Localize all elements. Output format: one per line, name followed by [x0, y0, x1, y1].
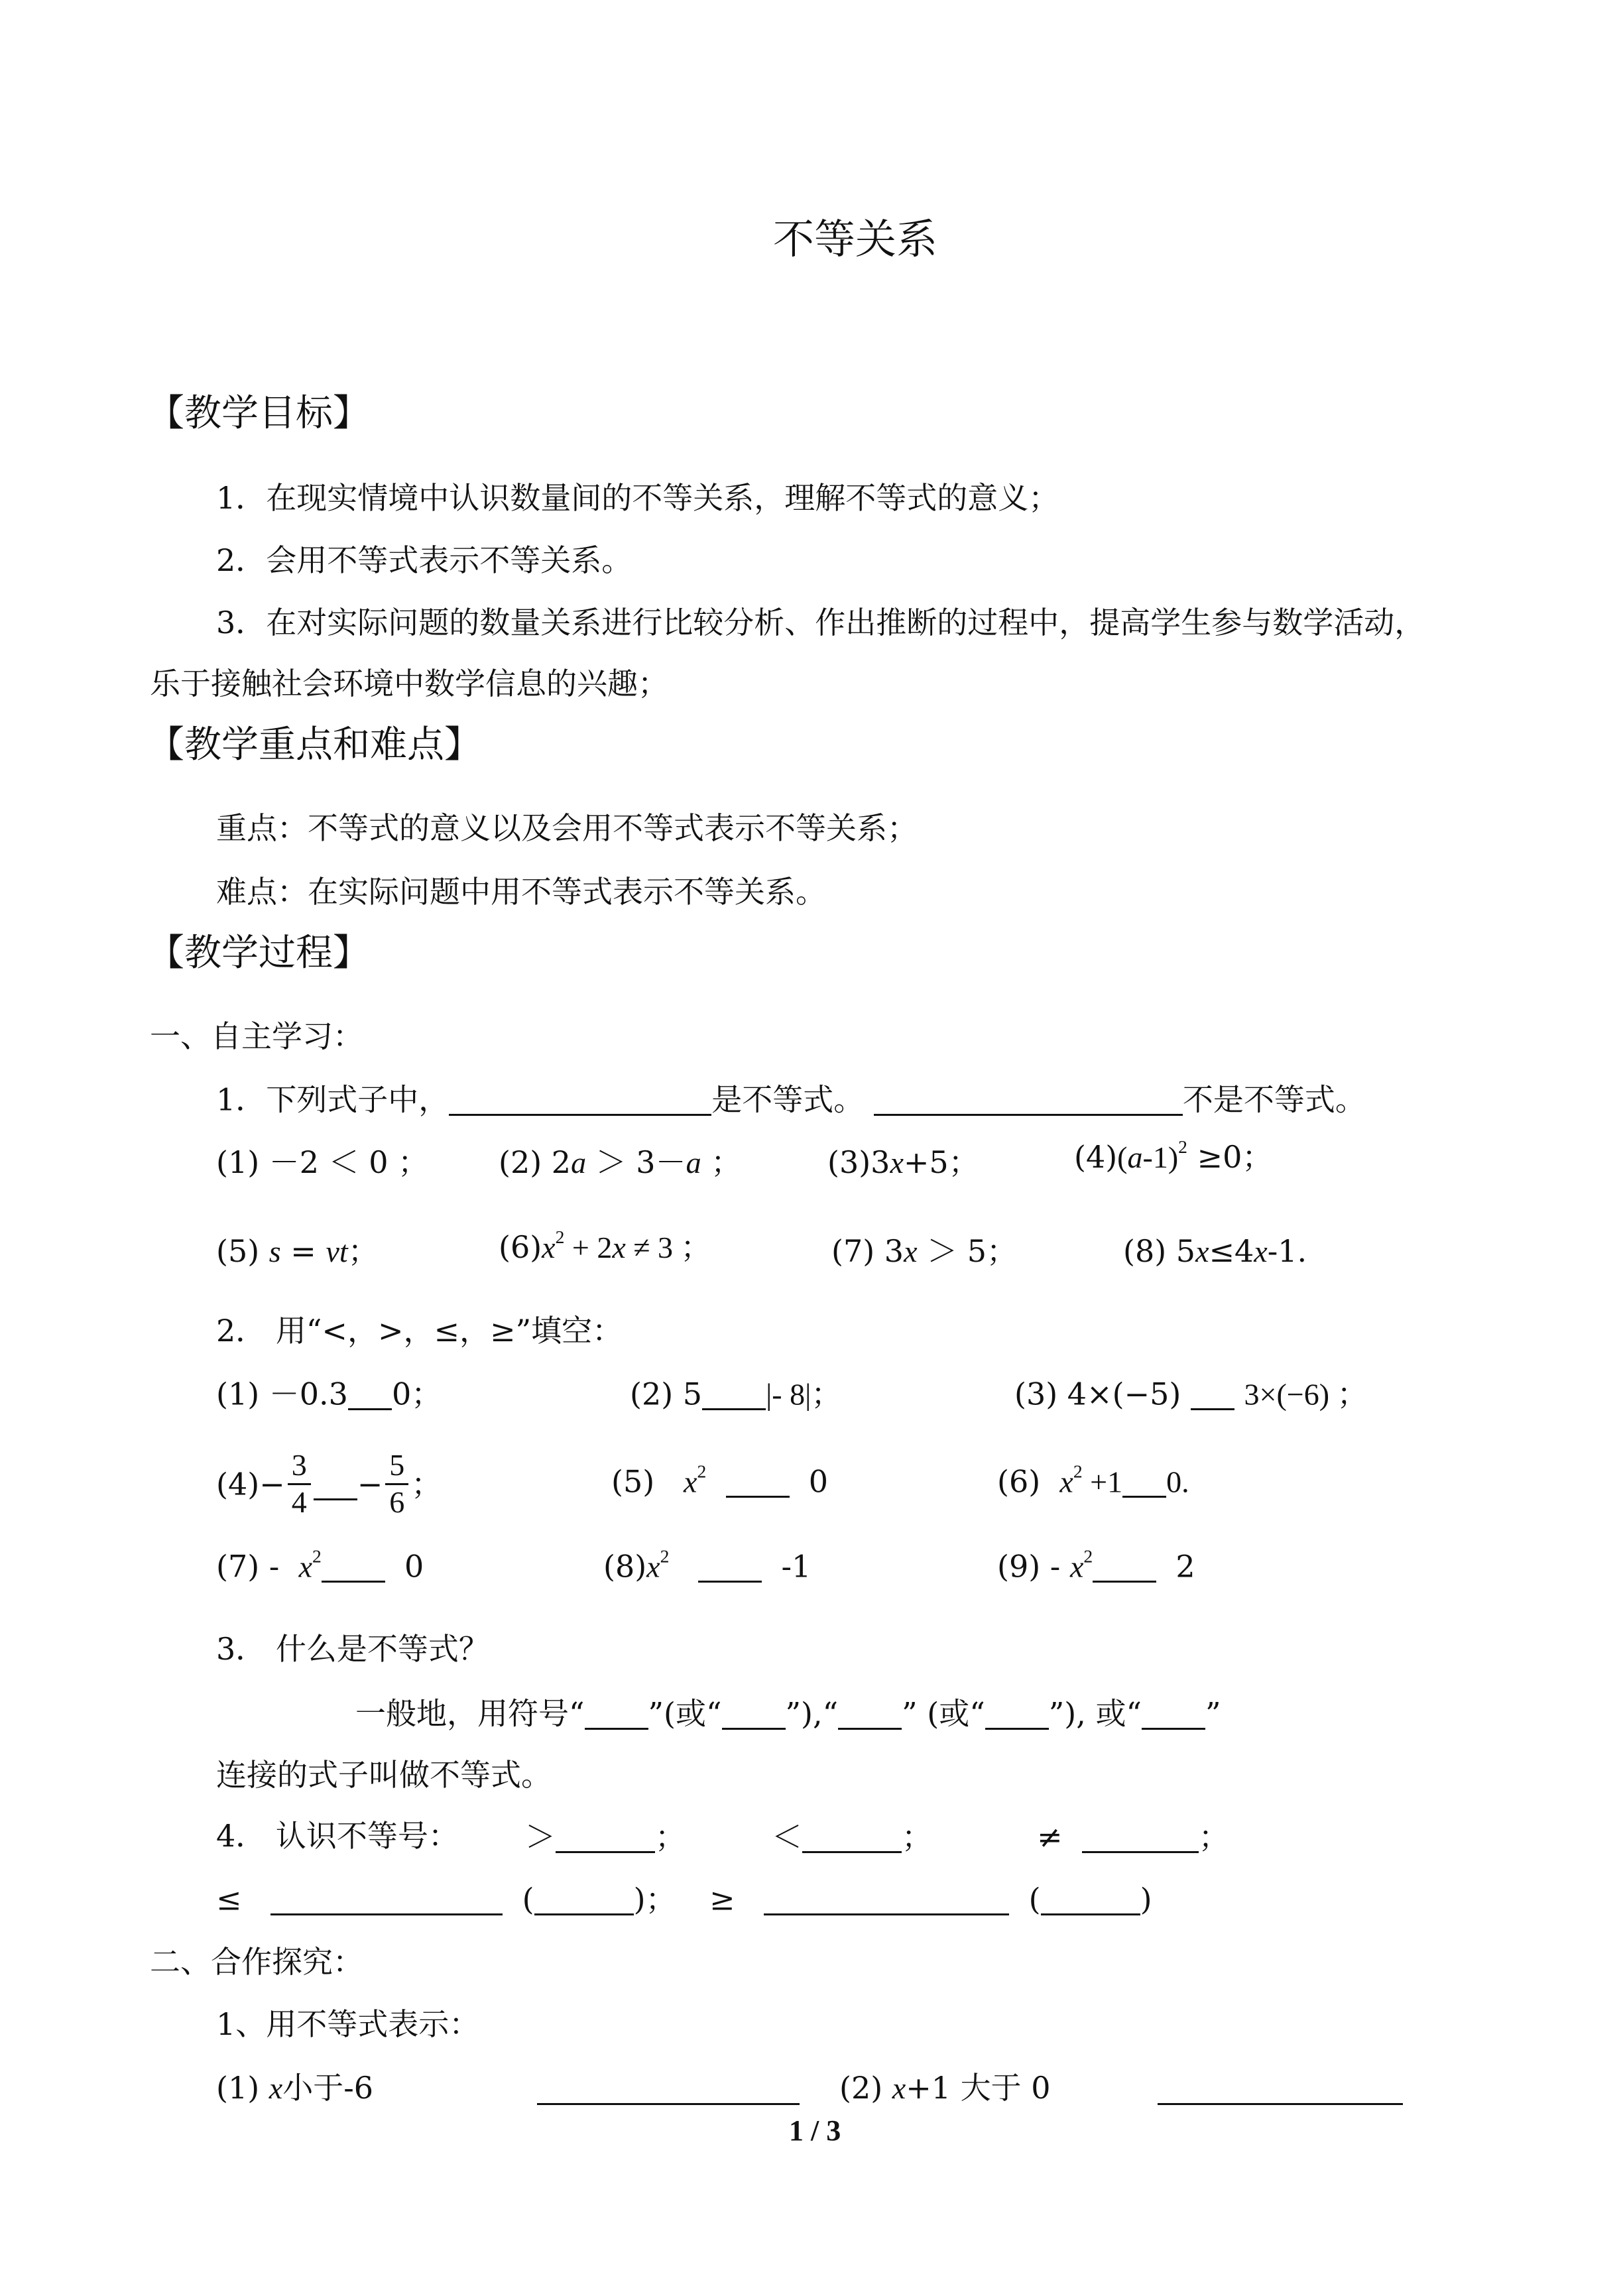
answer-blank[interactable]: [1122, 1465, 1166, 1498]
q2-item-6: (6) $x^2 +1$ 0.: [997, 1461, 1189, 1500]
answer-blank[interactable]: [722, 1697, 786, 1730]
q4-stem: 4． 认识不等号：: [216, 1818, 459, 1854]
answer-blank[interactable]: [874, 1083, 1183, 1116]
q1-item-1: (1) －2 ＜ 0 ；: [216, 1144, 429, 1180]
q1-item-2: (2) 2a ＞ 3－a ；: [499, 1144, 742, 1180]
q1-item-3: (3)3x+5；: [827, 1144, 979, 1180]
answer-blank[interactable]: [985, 1697, 1049, 1730]
q2-stem: 2． 用“<，>，≤，≥”填空：: [216, 1313, 623, 1349]
answer-blank[interactable]: [1142, 1697, 1205, 1730]
q4-ne: ≠ ；: [1037, 1819, 1229, 1855]
answer-blank[interactable]: [1041, 1883, 1140, 1915]
fraction: $\frac{3}{4}$: [288, 1448, 311, 1520]
q1-item-4: $(4)(a-1)^2 \ge 0$；: [1074, 1136, 1273, 1175]
goal-item: 3．在对实际问题的数量关系进行比较分析、作出推断的过程中，提高学生参与数学活动，: [216, 605, 1425, 640]
answer-blank[interactable]: [1093, 1550, 1156, 1583]
page-number: 1 / 3: [789, 2114, 841, 2147]
answer-blank[interactable]: [702, 1378, 766, 1410]
page-title: 不等关系: [773, 215, 938, 263]
q2-item-7: $(7) - x^2$ 0: [216, 1545, 424, 1585]
answer-blank[interactable]: [322, 1550, 385, 1583]
answer-blank[interactable]: [838, 1697, 902, 1730]
keypoint-key: 重点：不等式的意义以及会用不等式表示不等关系；: [216, 810, 918, 846]
q1-stem: 1．下列式子中， 是不等式。 不是不等式。: [216, 1081, 1366, 1118]
part1-heading: 一、自主学习：: [150, 1018, 363, 1054]
answer-blank[interactable]: [698, 1550, 762, 1583]
answer-blank[interactable]: [585, 1697, 648, 1730]
answer-blank[interactable]: [348, 1378, 392, 1410]
q4-le: ≤ ( )；: [216, 1881, 676, 1917]
q4-ge: ≥ ( ): [709, 1881, 1152, 1917]
q3-definition-continued: 连接的式子叫做不等式。: [216, 1757, 552, 1793]
answer-blank[interactable]: [802, 1821, 902, 1853]
q1-item-6: $(6)x^2 + 2x \ne 3$ ；: [499, 1226, 711, 1265]
q2-item-3: (3) 4×(−5) 3×(−6) ；: [1014, 1376, 1368, 1412]
answer-blank[interactable]: [1191, 1378, 1234, 1410]
answer-blank[interactable]: [1082, 1821, 1199, 1853]
answer-blank[interactable]: [556, 1821, 655, 1853]
q4-gt: ＞ ；: [525, 1819, 686, 1855]
q2-item-9: $(9) - x^2$ 2: [997, 1545, 1195, 1585]
keypoint-difficulty: 难点：在实际问题中用不等式表示不等关系。: [216, 874, 826, 910]
goal-item-continued: 乐于接触社会环境中数学信息的兴趣；: [150, 666, 668, 701]
section-heading-keypoints: 【教学重点和难点】: [147, 723, 481, 766]
fraction: $\frac{5}{6}$: [385, 1448, 408, 1520]
part2-heading: 二、合作探究：: [150, 1944, 363, 1980]
answer-blank[interactable]: [270, 1883, 503, 1915]
answer-blank[interactable]: [534, 1883, 634, 1915]
q1-item-8: (8) 5x≤4x-1.: [1123, 1233, 1307, 1269]
part2-item-1: (1) x小于-6: [216, 2070, 374, 2106]
answer-blank[interactable]: [764, 1883, 1009, 1915]
q1-item-7: (7) 3x ＞ 5；: [831, 1233, 1017, 1269]
answer-blank[interactable]: [726, 1465, 790, 1498]
section-heading-process: 【教学过程】: [147, 932, 370, 975]
goal-item: 1．在现实情境中认识数量间的不等关系，理解不等式的意义；: [216, 480, 1059, 516]
answer-blank[interactable]: [1158, 2073, 1403, 2105]
goal-item: 2．会用不等式表示不等关系。: [216, 542, 632, 578]
part2-item-2: (2) x+1 大于 0: [839, 2070, 1051, 2106]
q1-item-5: (5) s = vt；: [216, 1233, 379, 1269]
q4-lt: ＜ ；: [772, 1819, 932, 1855]
q3-definition-line: 一般地，用符号“ ”(或“ ”),“ ” (或“ ”), 或“ ”: [355, 1695, 1221, 1732]
part2-q1-stem: 1、用不等式表示：: [216, 2006, 480, 2042]
answer-blank[interactable]: [449, 1083, 711, 1116]
q2-item-8: $(8)x^2$ -1: [603, 1545, 812, 1585]
q2-item-1: (1) －0.3 0；: [216, 1376, 442, 1412]
q3-stem: 3． 什么是不等式？: [216, 1631, 489, 1667]
answer-blank[interactable]: [314, 1468, 357, 1500]
answer-blank[interactable]: [537, 2073, 800, 2105]
q2-item-5: (5) $x^2$ 0: [611, 1461, 829, 1500]
section-heading-goals: 【教学目标】: [147, 392, 370, 435]
q2-item-2: (2) 5 |- 8|；: [630, 1376, 842, 1412]
q2-item-4: (4)− $\frac{3}{4}$ − $\frac{5}{6}$ ；: [216, 1448, 442, 1519]
